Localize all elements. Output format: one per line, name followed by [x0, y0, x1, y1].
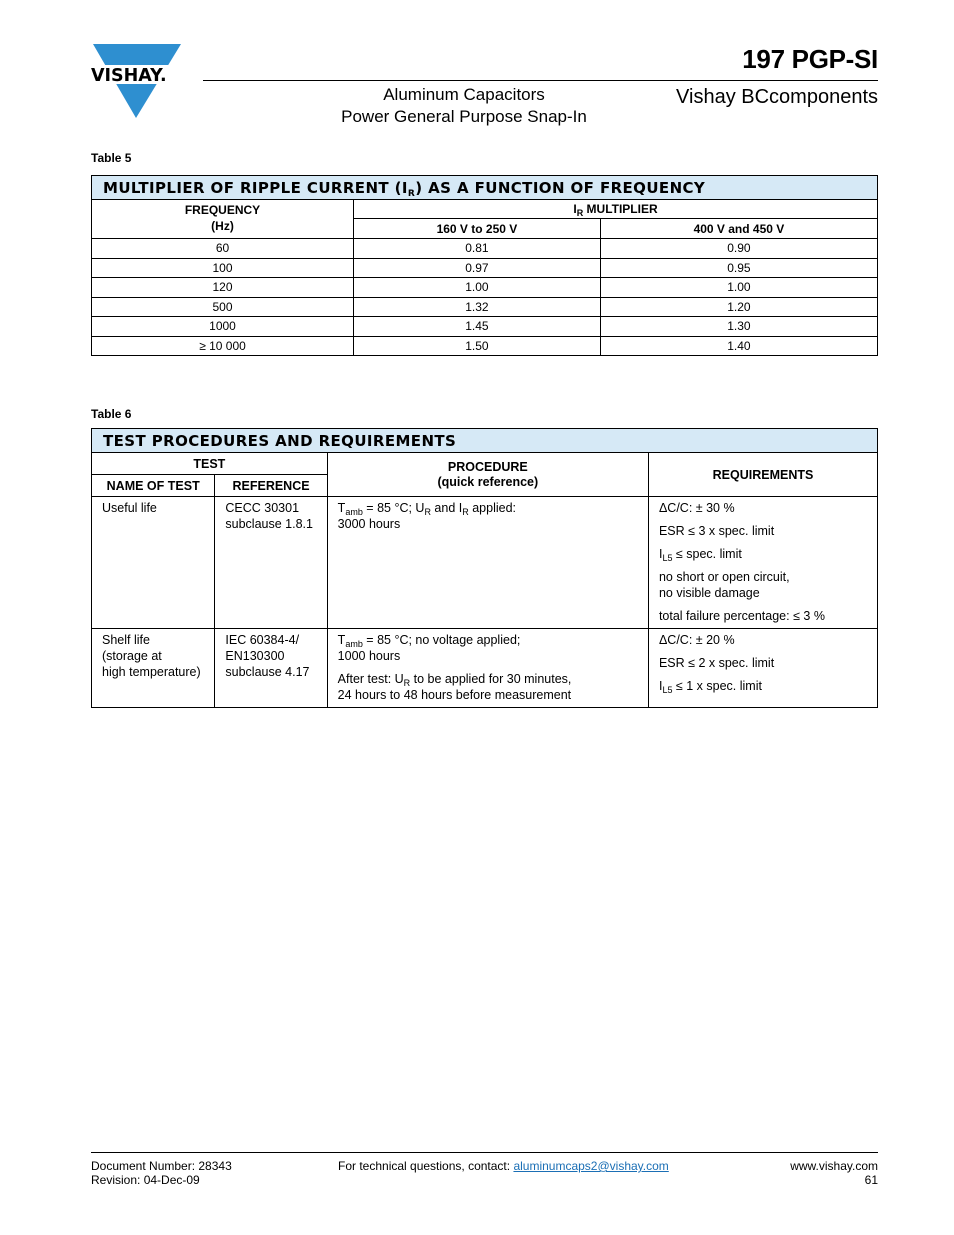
subtitle-line-2: Power General Purpose Snap-In — [341, 107, 587, 126]
mult-cell: 1.45 — [354, 317, 601, 337]
document-number: Document Number: 28343 — [91, 1159, 232, 1173]
col-frequency: FREQUENCY (Hz) — [92, 200, 354, 239]
mult-cell: 1.32 — [354, 297, 601, 317]
requirements-cell: ΔC/C: ± 30 % ESR ≤ 3 x spec. limit $I_{L5}$ ≤ spec. limit no short or open circuit, no visible damage total failure percentage: ≤ 3 % — [648, 497, 877, 629]
mult-cell: 0.90 — [600, 239, 877, 259]
table-row — [92, 497, 878, 629]
table-row — [92, 317, 878, 337]
col-multiplier: $I_R$ MULTIPLIER — [354, 200, 878, 219]
mult-cell: 0.81 — [354, 239, 601, 259]
freq-cell: 60 — [92, 239, 354, 259]
mult-cell: 1.50 — [354, 336, 601, 356]
brand-name: Vishay BCcomponents — [676, 86, 878, 108]
col-reference: REFERENCE — [215, 475, 327, 497]
reference-cell: IEC 60384-4/ EN130300 subclause 4.17 — [215, 629, 327, 708]
freq-cell: 120 — [92, 278, 354, 298]
col-400-450v: 400 V and 450 V — [600, 219, 877, 239]
subtitle-line-1: Aluminum Capacitors — [383, 85, 545, 104]
freq-cell: 100 — [92, 258, 354, 278]
col-procedure: PROCEDURE (quick reference) — [327, 453, 648, 497]
freq-cell: ≥ 10 000 — [92, 336, 354, 356]
mult-cell: 1.00 — [354, 278, 601, 298]
footer-rule — [91, 1152, 878, 1153]
col-requirements: REQUIREMENTS — [648, 453, 877, 497]
table-5-label: Table 5 — [91, 151, 132, 165]
table-row — [92, 336, 878, 356]
page-number: 61 — [864, 1173, 878, 1187]
freq-cell: 500 — [92, 297, 354, 317]
requirements-cell: ΔC/C: ± 20 % ESR ≤ 2 x spec. limit $I_{L5} \le 1$ x spec. limit — [648, 629, 877, 708]
header-rule — [203, 80, 878, 81]
table-row — [92, 297, 878, 317]
mult-cell: 0.95 — [600, 258, 877, 278]
mult-cell: 1.00 — [600, 278, 877, 298]
col-name-of-test: NAME OF TEST — [92, 475, 215, 497]
freq-cell: 1000 — [92, 317, 354, 337]
vishay-logo — [88, 42, 184, 120]
mult-cell: 1.20 — [600, 297, 877, 317]
table-6-label: Table 6 — [91, 407, 132, 421]
doc-info — [91, 1159, 232, 1187]
mult-cell: 0.97 — [354, 258, 601, 278]
revision: Revision: 04-Dec-09 — [91, 1173, 200, 1187]
table-row — [92, 278, 878, 298]
website[interactable]: www.vishay.com — [790, 1159, 878, 1173]
test-name-cell: Useful life — [92, 497, 215, 629]
logo-text: VISHAY. — [91, 66, 167, 86]
part-number: 197 PGP-SI — [742, 44, 878, 74]
test-name-cell: Shelf life (storage at high temperature) — [92, 629, 215, 708]
contact-text: For technical questions, contact: — [338, 1159, 514, 1173]
contact-line — [338, 1159, 669, 1173]
product-subtitle — [330, 84, 598, 128]
col-160-250v: 160 V to 250 V — [354, 219, 601, 239]
site-info — [790, 1159, 878, 1187]
table-row — [92, 258, 878, 278]
test-procedures-table — [91, 428, 878, 708]
col-test: TEST — [92, 453, 328, 475]
table-row — [92, 239, 878, 259]
table-row — [92, 629, 878, 708]
ripple-multiplier-table — [91, 175, 878, 356]
mult-cell: 1.30 — [600, 317, 877, 337]
contact-email-link[interactable]: aluminumcaps2@vishay.com — [513, 1159, 669, 1173]
table-6-title: TEST PROCEDURES AND REQUIREMENTS — [92, 429, 878, 453]
procedure-cell: $T_{amb} = 85$ °C; $U_R$ and $I_R$ applied: 3000 hours — [327, 497, 648, 629]
table-5-title: MULTIPLIER OF RIPPLE CURRENT $(I_R)$ AS A FUNCTION OF FREQUENCY — [92, 176, 878, 200]
reference-cell: CECC 30301 subclause 1.8.1 — [215, 497, 327, 629]
procedure-cell: $T_{amb} = 85$ °C; no voltage applied; 1000 hours After test: $U_R$ to be applied for 30 minutes, 24 hours to 48 hours before measurement — [327, 629, 648, 708]
mult-cell: 1.40 — [600, 336, 877, 356]
